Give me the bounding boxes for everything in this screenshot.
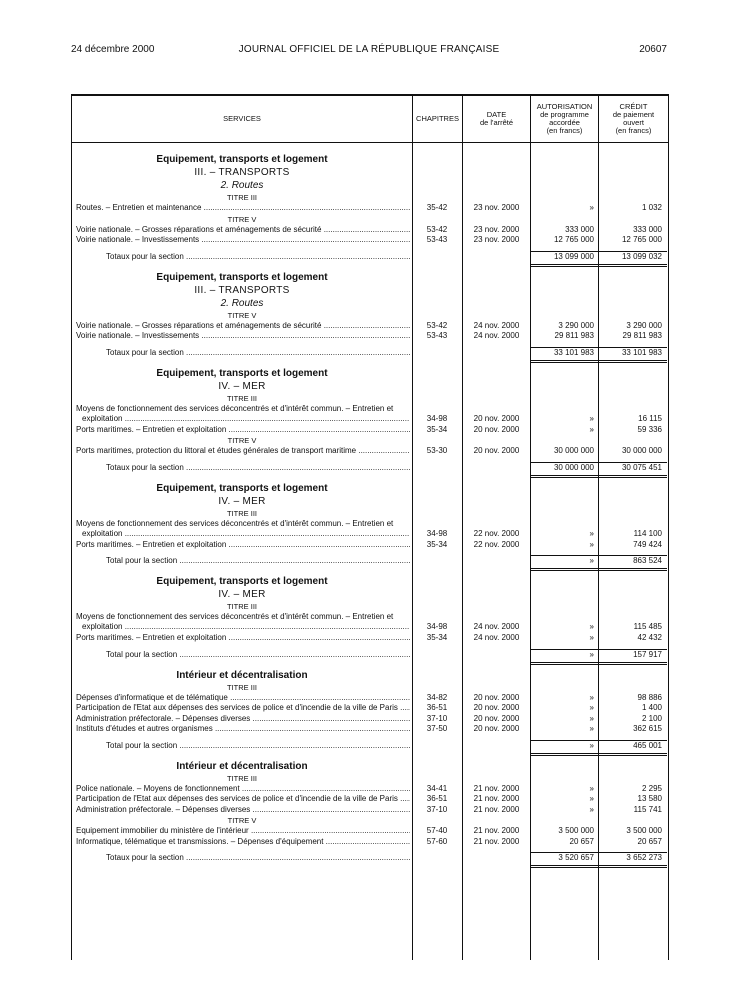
titre-heading: TITRE III (227, 393, 257, 403)
chapter-cell: 35-34 (426, 633, 448, 642)
date-cell: 22 nov. 2000 (473, 528, 520, 538)
chapter-cell: 35-34 (426, 424, 448, 434)
chapter-cell: 34-41 (426, 783, 448, 793)
service-label: Equipement immobilier du ministère de l'intérieur ..... (76, 826, 410, 837)
total-label: Total pour la section ..... (106, 741, 410, 752)
service-label: Routes. – Entretien et maintenance ..... (76, 203, 410, 214)
service-label: Moyens de fonctionnement des services déconcentrés et d'intérêt commun. – Entretien et (76, 403, 394, 413)
date-cell: 21 nov. 2000 (473, 836, 520, 846)
service-label: Voirie nationale. – Investissements ..... (76, 331, 410, 342)
autorisation-cell: » (589, 633, 594, 642)
autorisation-cell: » (589, 703, 594, 712)
table-row (72, 519, 668, 540)
table-row (72, 724, 668, 735)
total-label: Totaux pour la section ..... (106, 348, 410, 359)
issue-date: 24 décembre 2000 (71, 44, 155, 55)
service-label: Voirie nationale. – Investissements ..... (76, 235, 410, 246)
date-cell: 20 nov. 2000 (473, 692, 520, 702)
service-label: Administration préfectorale. – Dépenses diverses ..... (76, 805, 410, 816)
date-cell: 21 nov. 2000 (473, 826, 520, 835)
credit-cell: 13 580 (637, 794, 662, 803)
credit-cell: 115 741 (633, 804, 662, 814)
autorisation-cell: 12 765 000 (553, 235, 594, 244)
total-autorisation: 30 000 000 (553, 462, 594, 472)
credits-table (71, 94, 669, 960)
autorisation-cell: » (589, 794, 594, 803)
spacer (72, 143, 668, 153)
autorisation-cell: 29 811 983 (554, 331, 594, 340)
total-label: Totaux pour la section ..... (106, 463, 410, 474)
date-cell: 21 nov. 2000 (473, 794, 520, 803)
header-date: DATE de l'arrêté (479, 110, 514, 127)
total-row (72, 741, 668, 753)
total-autorisation: » (589, 740, 594, 750)
chapter-cell: 37-10 (426, 713, 448, 723)
date-cell: 20 nov. 2000 (473, 413, 520, 423)
credit-cell: 98 886 (637, 692, 662, 702)
chapter-cell: 35-34 (426, 539, 448, 549)
ministry-heading: Intérieur et décentralisation (176, 669, 308, 681)
credit-cell: 333 000 (633, 224, 662, 234)
table-row (72, 794, 668, 805)
titre-heading: TITRE III (227, 193, 257, 202)
section-heading: III. – TRANSPORTS (194, 284, 290, 296)
total-credit: 30 075 451 (621, 462, 662, 472)
ministry-heading: Equipement, transports et logement (156, 154, 328, 165)
total-credit: 33 101 983 (621, 347, 662, 357)
chapter-cell: 53-43 (426, 235, 448, 244)
total-row (72, 853, 668, 865)
table-row (72, 235, 668, 246)
autorisation-cell: » (589, 622, 594, 631)
total-credit: 863 524 (633, 556, 662, 565)
date-cell: 20 nov. 2000 (473, 703, 520, 712)
total-credit: 13 099 032 (621, 251, 662, 261)
page-number: 20607 (639, 44, 667, 55)
table-row (72, 612, 668, 633)
total-row (72, 252, 668, 264)
date-cell: 22 nov. 2000 (473, 539, 520, 549)
section-heading: IV. – MER (218, 589, 266, 600)
chapter-cell: 34-82 (426, 692, 448, 702)
autorisation-cell: » (589, 528, 594, 538)
total-label: Totaux pour la section ..... (106, 853, 410, 864)
date-cell: 20 nov. 2000 (473, 446, 520, 455)
table-row (72, 331, 668, 342)
total-autorisation: » (589, 556, 594, 565)
service-label-cont: exploitation ..... (82, 414, 410, 425)
date-cell: 24 nov. 2000 (473, 633, 520, 642)
date-cell: 23 nov. 2000 (473, 235, 520, 244)
autorisation-cell: » (589, 724, 594, 733)
table-row (72, 826, 668, 837)
autorisation-cell: 333 000 (565, 224, 594, 234)
service-label: Dépenses d'informatique et de télématique ..... (76, 693, 410, 704)
credit-cell: 2 295 (641, 783, 662, 793)
table-row (72, 203, 668, 214)
chapter-cell: 37-10 (426, 804, 448, 814)
autorisation-cell: » (589, 424, 594, 434)
autorisation-cell: » (589, 692, 594, 702)
total-autorisation: » (589, 649, 594, 659)
subsection-heading: 2. Routes (220, 297, 264, 309)
subsection-heading: 2. Routes (220, 180, 264, 191)
ministry-heading: Equipement, transports et logement (156, 576, 328, 587)
credit-cell: 2 100 (641, 713, 662, 723)
table-row (72, 540, 668, 551)
table-row (72, 446, 668, 457)
credit-cell: 362 615 (633, 724, 662, 733)
titre-heading: TITRE III (227, 602, 257, 611)
page-header (71, 44, 667, 58)
credit-cell: 1 032 (641, 203, 662, 212)
date-cell: 21 nov. 2000 (473, 783, 520, 793)
total-autorisation: 33 101 983 (553, 347, 594, 357)
credit-cell: 3 500 000 (626, 826, 662, 835)
titre-heading: TITRE III (227, 773, 257, 783)
credit-cell: 749 424 (633, 539, 662, 549)
date-cell: 20 nov. 2000 (473, 424, 520, 434)
chapter-cell: 34-98 (426, 528, 448, 538)
autorisation-cell: » (589, 413, 594, 423)
titre-heading: TITRE V (227, 310, 257, 320)
table-row (72, 837, 668, 848)
total-row (72, 463, 668, 475)
total-credit: 157 917 (633, 649, 662, 659)
autorisation-cell: 3 500 000 (558, 826, 594, 835)
table-row (72, 784, 668, 795)
chapter-cell: 35-42 (426, 203, 448, 212)
credit-cell: 114 100 (633, 528, 662, 538)
table-row (72, 425, 668, 436)
credit-cell: 3 290 000 (626, 320, 662, 330)
table-row (72, 633, 668, 644)
chapter-cell: 36-51 (426, 794, 448, 803)
total-credit: 3 652 273 (626, 853, 662, 862)
service-label: Ports maritimes, protection du littoral et études générales de transport maritime ..... (76, 446, 410, 457)
date-cell: 24 nov. 2000 (473, 622, 520, 631)
chapter-cell: 53-30 (426, 446, 448, 455)
credit-cell: 29 811 983 (622, 331, 662, 340)
service-label: Ports maritimes. – Entretien et exploitation ..... (76, 425, 410, 436)
table-row (72, 693, 668, 704)
chapter-cell: 37-50 (426, 724, 448, 733)
service-label: Moyens de fonctionnement des services déconcentrés et d'intérêt commun. – Entretien et (76, 518, 394, 528)
service-label: Voirie nationale. – Grosses réparations et aménagements de sécurité ..... (76, 321, 410, 332)
titre-heading: TITRE V (227, 214, 257, 224)
service-label: Informatique, télématique et transmissions. – Dépenses d'équipement ..... (76, 837, 410, 848)
total-row (72, 650, 668, 662)
date-cell: 20 nov. 2000 (473, 724, 520, 733)
credit-cell: 30 000 000 (621, 446, 662, 455)
chapter-cell: 34-98 (426, 413, 448, 423)
total-autorisation: 13 099 000 (553, 251, 594, 261)
service-label: Participation de l'Etat aux dépenses des services de police et d'incendie de la ville de Paris ..... (76, 703, 410, 714)
total-row (72, 348, 668, 360)
credit-cell: 20 657 (637, 836, 662, 846)
total-label: Total pour la section ..... (106, 556, 410, 567)
total-label: Totaux pour la section ..... (106, 252, 410, 263)
service-label: Ports maritimes. – Entretien et exploitation ..... (76, 540, 410, 551)
header-autorisation: AUTORISATION de programme accordée (en francs) (536, 102, 593, 135)
service-label: Participation de l'Etat aux dépenses des services de police et d'incendie de la ville de Paris ..... (76, 794, 410, 805)
autorisation-cell: 30 000 000 (553, 446, 594, 455)
section-heading: IV. – MER (218, 380, 266, 392)
credit-cell: 12 765 000 (621, 235, 662, 244)
table-row (72, 404, 668, 425)
titre-heading: TITRE V (227, 816, 257, 825)
table-header (72, 96, 668, 143)
table-row (72, 703, 668, 714)
autorisation-cell: » (589, 203, 594, 212)
chapter-cell: 53-42 (426, 320, 448, 330)
date-cell: 21 nov. 2000 (473, 804, 520, 814)
total-autorisation: 3 520 657 (558, 853, 594, 862)
table-body (72, 143, 668, 868)
service-label: Ports maritimes. – Entretien et exploitation ..... (76, 633, 410, 644)
date-cell: 23 nov. 2000 (473, 203, 520, 212)
section-heading: IV. – MER (218, 495, 266, 507)
table-row (72, 225, 668, 236)
service-label: Moyens de fonctionnement des services déconcentrés et d'intérêt commun. – Entretien et (76, 612, 394, 621)
table-row (72, 321, 668, 332)
autorisation-cell: » (589, 783, 594, 793)
ministry-heading: Intérieur et décentralisation (176, 760, 308, 772)
autorisation-cell: 3 290 000 (558, 320, 594, 330)
service-label: Police nationale. – Moyens de fonctionnement ..... (76, 784, 410, 795)
credit-cell: 42 432 (637, 633, 662, 642)
credit-cell: 16 115 (638, 413, 662, 423)
header-services: SERVICES (223, 114, 261, 123)
total-credit: 465 001 (633, 740, 662, 750)
date-cell: 24 nov. 2000 (473, 320, 520, 330)
chapter-cell: 36-51 (426, 703, 448, 712)
chapter-cell: 53-43 (426, 331, 448, 340)
ministry-heading: Equipement, transports et logement (156, 367, 328, 379)
credit-cell: 115 485 (633, 622, 662, 631)
service-label-cont: exploitation ..... (82, 529, 410, 540)
table-row (72, 805, 668, 816)
chapter-cell: 34-98 (426, 622, 448, 631)
autorisation-cell: » (589, 539, 594, 549)
ministry-heading: Equipement, transports et logement (156, 271, 328, 283)
date-cell: 23 nov. 2000 (473, 224, 520, 234)
chapter-cell: 53-42 (426, 224, 448, 234)
titre-heading: TITRE III (227, 682, 257, 692)
chapter-cell: 57-60 (426, 836, 448, 846)
titre-heading: TITRE V (227, 436, 257, 445)
service-label: Voirie nationale. – Grosses réparations et aménagements de sécurité ..... (76, 225, 410, 236)
autorisation-cell: » (589, 804, 594, 814)
section-heading: III. – TRANSPORTS (194, 167, 290, 178)
ministry-heading: Equipement, transports et logement (156, 482, 328, 494)
header-credit: CRÉDIT de paiement ouvert (en francs) (612, 102, 655, 135)
credit-cell: 1 400 (641, 703, 662, 712)
autorisation-cell: » (589, 713, 594, 723)
chapter-cell: 57-40 (426, 826, 448, 835)
credit-cell: 59 336 (637, 424, 662, 434)
date-cell: 24 nov. 2000 (473, 331, 520, 340)
titre-heading: TITRE III (227, 508, 257, 518)
total-label: Total pour la section ..... (106, 650, 410, 661)
table-row (72, 714, 668, 725)
service-label-cont: exploitation ..... (82, 622, 410, 633)
journal-title: JOURNAL OFFICIEL DE LA RÉPUBLIQUE FRANÇAISE (238, 44, 500, 55)
autorisation-cell: 20 657 (569, 836, 594, 846)
header-chapitres: CHAPITRES (416, 114, 459, 123)
service-label: Administration préfectorale. – Dépenses diverses ..... (76, 714, 410, 725)
date-cell: 20 nov. 2000 (473, 713, 520, 723)
total-row (72, 556, 668, 568)
service-label: Instituts d'études et autres organismes ..... (76, 724, 410, 735)
